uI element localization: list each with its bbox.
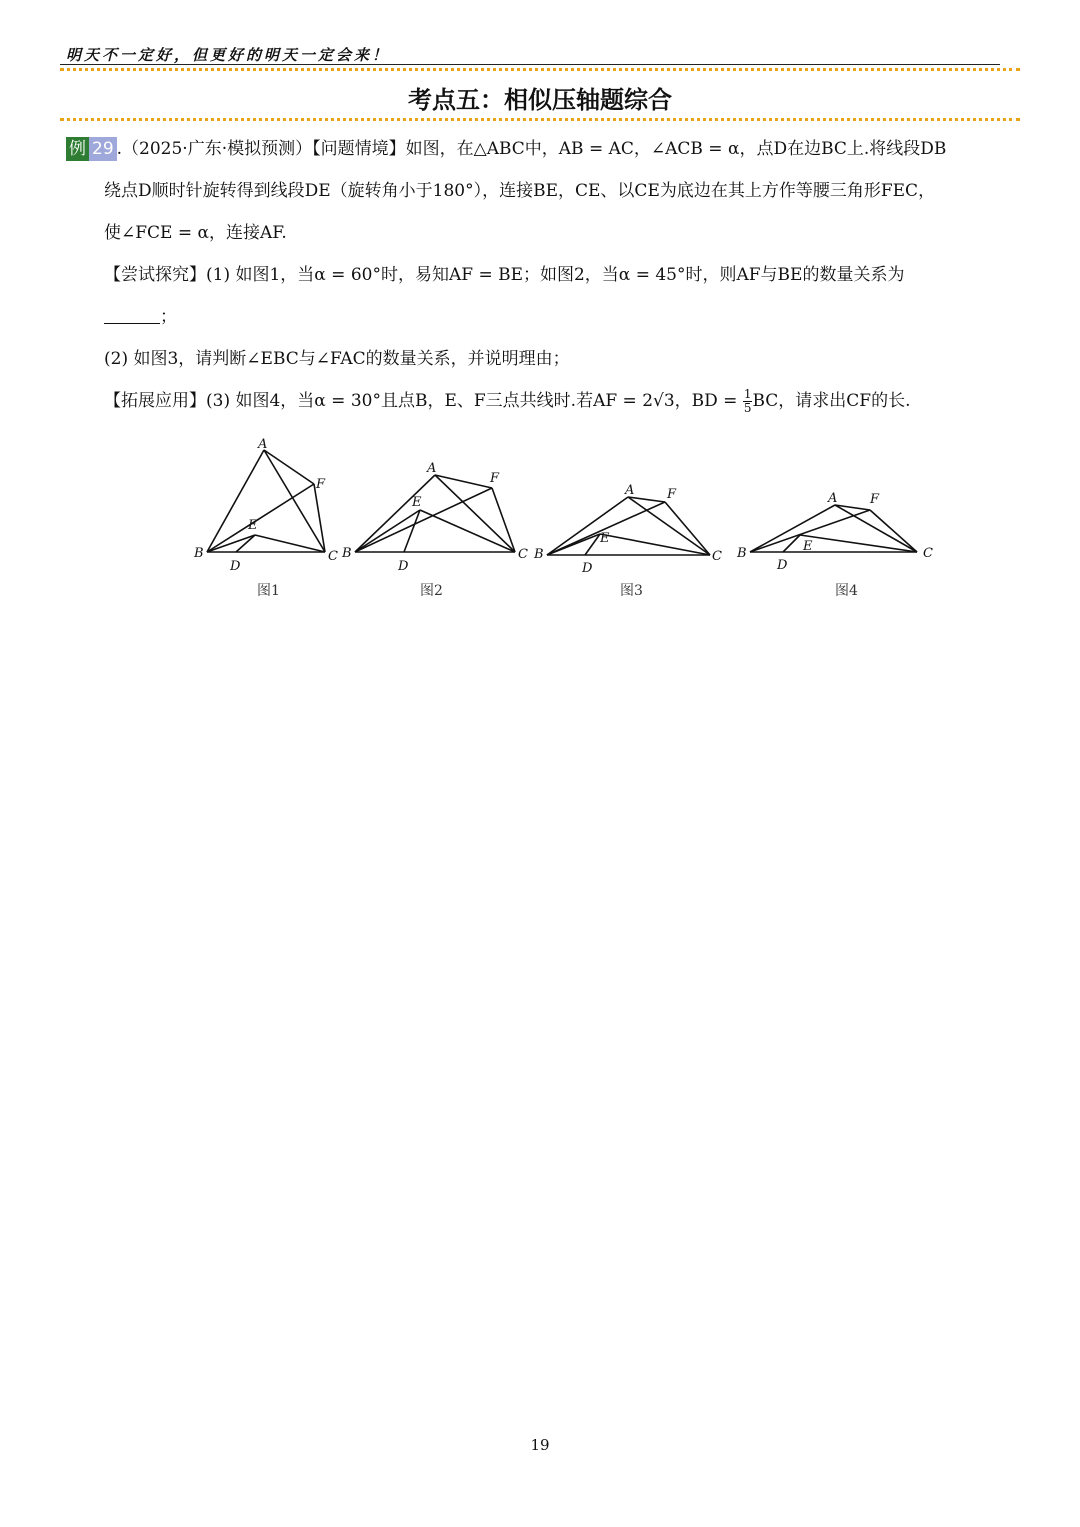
- fig4-label-d: D: [777, 558, 788, 573]
- fig4-label-b: B: [737, 546, 747, 561]
- fig2-label-c: C: [518, 547, 528, 562]
- question-1-answer-line: [66, 296, 1016, 338]
- header-rule: [60, 64, 1000, 65]
- example-number-badge: 29: [89, 137, 117, 161]
- fig1-label-d: D: [230, 559, 241, 574]
- fig2-label-a: A: [427, 461, 437, 476]
- fig1-label-c: C: [328, 549, 338, 564]
- question-2: (2) 如图3，请判断∠EBC与∠FAC的数量关系，并说明理由；: [104, 349, 570, 369]
- fig3-label-d: D: [582, 561, 593, 576]
- problem-line-3: 使∠FCE = α，连接AF.: [104, 223, 287, 243]
- fig2-label-f: F: [490, 471, 500, 486]
- figure-1: [193, 437, 338, 599]
- fig1-label-e: E: [248, 518, 258, 533]
- fig3-caption: 图3: [620, 583, 643, 599]
- fig3-label-a: A: [625, 483, 635, 498]
- header-dotted-rule: [60, 68, 1020, 71]
- fig1-label-a: A: [258, 437, 268, 452]
- fig4-label-a: A: [828, 491, 838, 506]
- fig2-label-b: B: [342, 546, 352, 561]
- figure-4: [736, 491, 933, 599]
- fig2-caption: 图2: [420, 583, 443, 599]
- fig4-label-e: E: [803, 539, 813, 554]
- question-1-end: ；: [160, 307, 177, 327]
- fig1-label-f: F: [316, 477, 326, 492]
- answer-blank: [104, 305, 160, 324]
- figure-3: [533, 483, 722, 599]
- fig1-caption: 图1: [257, 583, 280, 599]
- fraction-denominator: 5: [743, 401, 752, 415]
- fig3-label-e: E: [600, 531, 610, 546]
- fig4-label-c: C: [923, 546, 933, 561]
- fig4-caption: 图4: [835, 583, 858, 599]
- problem-line-2: 绕点D顺时针旋转得到线段DE（旋转角小于180°），连接BE，CE、以CE为底边在其上方作等腰三角形FEC，: [104, 181, 936, 201]
- fig3-label-b: B: [534, 547, 544, 562]
- fig1-label-b: B: [194, 546, 204, 561]
- question-1: 【尝试探究】(1) 如图1，当α = 60°时，易知AF = BE；如图2，当α = 45°时，则AF与BE的数量关系为: [104, 265, 905, 285]
- figures-svg: [180, 430, 960, 610]
- fig4-label-f: F: [870, 492, 880, 507]
- example-badge: 例: [66, 137, 89, 161]
- fig3-label-c: C: [712, 549, 722, 564]
- fig2-label-d: D: [398, 559, 409, 574]
- question-3: [66, 380, 1016, 422]
- fraction-numerator: 1: [743, 387, 752, 401]
- fig2-label-e: E: [412, 495, 422, 510]
- problem-line-1: [66, 128, 1016, 170]
- page-number: 19: [530, 1436, 550, 1454]
- figure-2: [341, 461, 528, 599]
- section-title: 考点五：相似压轴题综合: [408, 86, 672, 114]
- header-motto: 明天不一定好，但更好的明天一定会来！: [66, 46, 391, 64]
- figures: [180, 430, 960, 610]
- question-3-text-b: BC，请求出CF的长.: [752, 391, 911, 411]
- fig3-label-f: F: [667, 487, 677, 502]
- problem-text-1: .（2025·广东·模拟预测）【问题情境】如图，在△ABC中，AB = AC，∠ACB = α，点D在边BC上.将线段DB: [116, 139, 947, 159]
- problem-body: [66, 128, 1016, 422]
- question-3-text-a: 【拓展应用】(3) 如图4，当α = 30°且点B，E、F三点共线时.若AF = 2√3，BD =: [104, 391, 738, 411]
- title-dotted-rule: [60, 118, 1020, 121]
